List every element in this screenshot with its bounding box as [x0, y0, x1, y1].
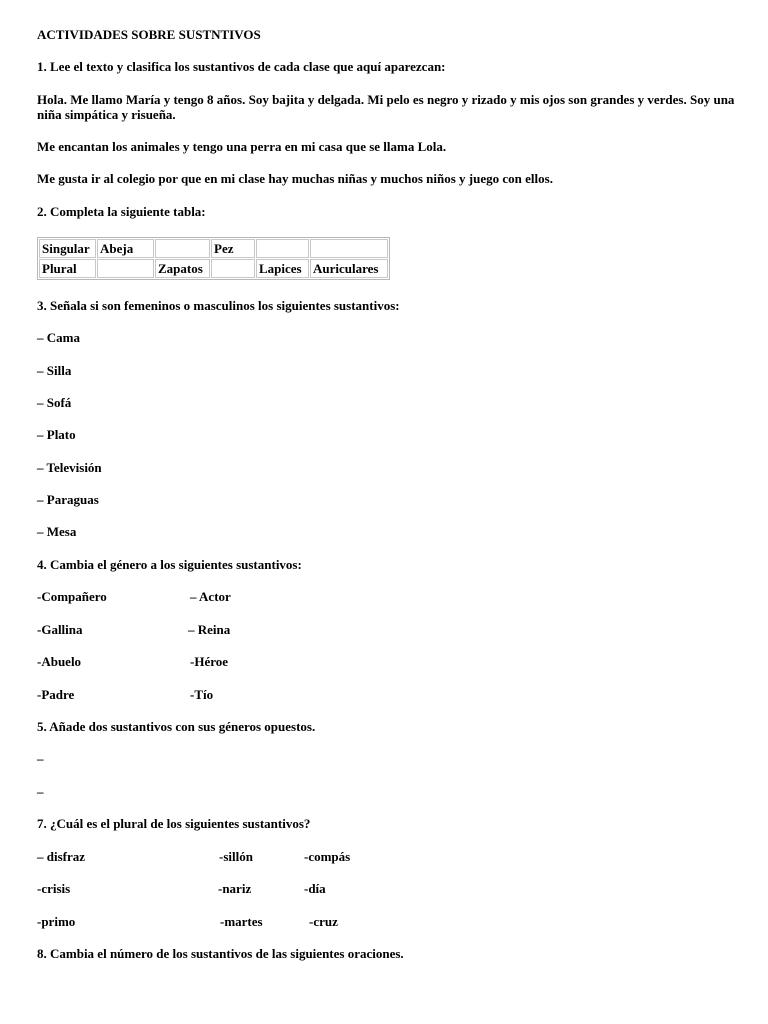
q4-word: -Padre — [37, 687, 75, 702]
q3-list-item: – Plato — [37, 427, 76, 442]
table-cell: Pez — [211, 239, 255, 258]
singular-plural-table — [37, 237, 390, 280]
q3-list-item: – Sofá — [37, 395, 72, 410]
q7-word: -nariz — [218, 881, 252, 896]
table-cell: Lapices — [256, 259, 309, 278]
q1-paragraph: Hola. Me llamo María y tengo 8 años. Soy bajita y delgada. Mi pelo es negro y rizado y mis ojos son grandes y verdes. Soy una niña simpática y risueña. — [37, 92, 735, 122]
q7-word: -crisis — [37, 881, 71, 896]
question-3-prompt: 3. Señala si son femeninos o masculinos los siguientes sustantivos: — [37, 298, 400, 313]
q4-word: -Compañero — [37, 589, 107, 604]
q3-list-item: – Paraguas — [37, 492, 99, 507]
q5-blank-line: – — [37, 751, 44, 766]
question-4-prompt: 4. Cambia el género a los siguientes sustantivos: — [37, 557, 302, 572]
table-cell — [97, 259, 154, 278]
table-cell — [211, 259, 255, 278]
q7-word: -primo — [37, 914, 76, 929]
question-7-prompt: 7. ¿Cuál es el plural de los siguientes sustantivos? — [37, 816, 311, 831]
table-cell — [155, 239, 210, 258]
table-cell — [310, 239, 388, 258]
table-cell: Plural — [39, 259, 96, 278]
q1-paragraph: Me encantan los animales y tengo una perra en mi casa que se llama Lola. — [37, 139, 447, 154]
q7-word: -martes — [220, 914, 263, 929]
table-cell: Auriculares — [310, 259, 388, 278]
table-row-singular — [39, 239, 388, 258]
q4-word: -Héroe — [190, 654, 229, 669]
q5-blank-line: – — [37, 784, 44, 799]
q7-word: -día — [304, 881, 326, 896]
q1-paragraph: Me gusta ir al colegio por que en mi clase hay muchas niñas y muchos niños y juego con ellos. — [37, 171, 553, 186]
q3-list-item: – Mesa — [37, 524, 77, 539]
q4-word: -Abuelo — [37, 654, 82, 669]
q7-word: -sillón — [219, 849, 253, 864]
q7-word: – disfraz — [37, 849, 86, 864]
q3-list-item: – Silla — [37, 363, 72, 378]
worksheet-title: ACTIVIDADES SOBRE SUSTNTIVOS — [37, 27, 261, 42]
q4-word: – Actor — [190, 589, 231, 604]
q3-list-item: – Cama — [37, 330, 80, 345]
question-5-prompt: 5. Añade dos sustantivos con sus géneros opuestos. — [37, 719, 316, 734]
question-8-prompt: 8. Cambia el número de los sustantivos de las siguientes oraciones. — [37, 946, 404, 961]
question-2-prompt: 2. Completa la siguiente tabla: — [37, 204, 206, 219]
question-1-prompt: 1. Lee el texto y clasifica los sustantivos de cada clase que aquí aparezcan: — [37, 59, 446, 74]
table-cell: Zapatos — [155, 259, 210, 278]
table-cell — [256, 239, 309, 258]
table-cell: Singular — [39, 239, 96, 258]
table-cell: Abeja — [97, 239, 154, 258]
q4-word: -Tío — [190, 687, 214, 702]
q4-word: -Gallina — [37, 622, 83, 637]
q7-word: -cruz — [309, 914, 338, 929]
q4-word: – Reina — [188, 622, 231, 637]
q7-word: -compás — [304, 849, 351, 864]
table-row-plural — [39, 259, 388, 278]
q3-list-item: – Televisión — [37, 460, 102, 475]
